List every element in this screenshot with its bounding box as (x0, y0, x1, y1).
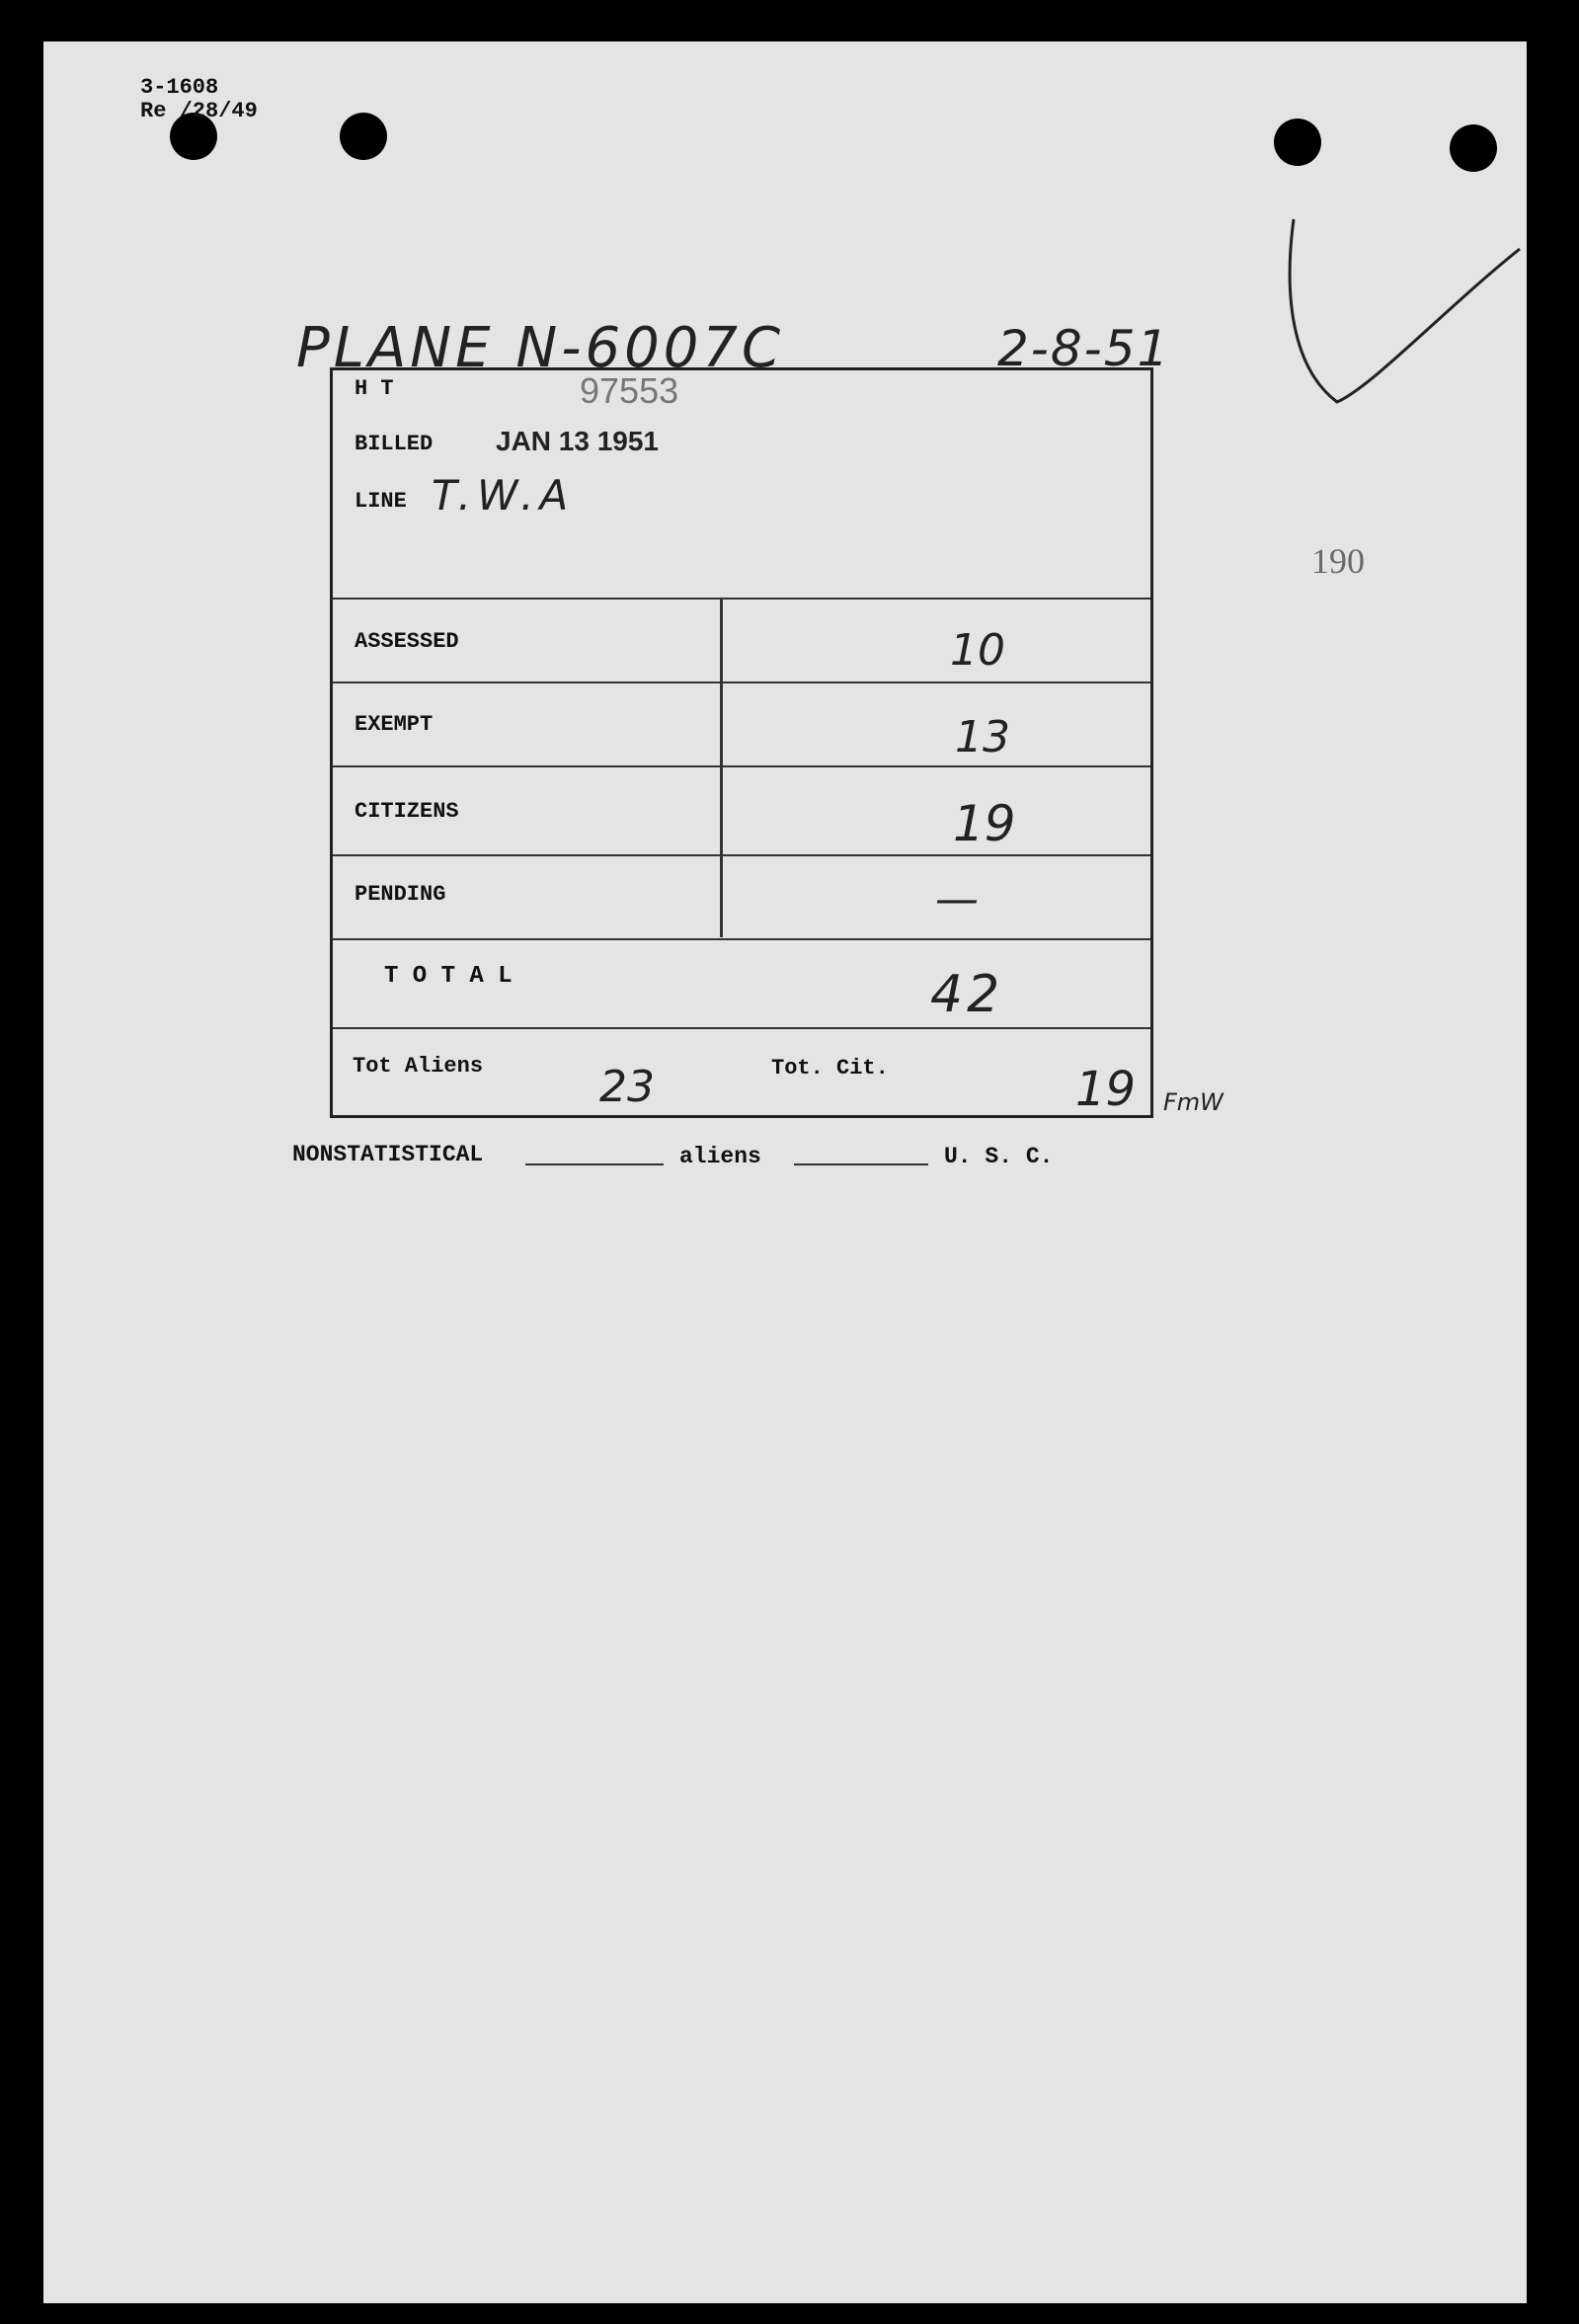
rule-total (333, 1027, 1150, 1029)
row-label-citizens: CITIZENS (355, 799, 459, 824)
tot-aliens-value: 23 (599, 1062, 655, 1112)
ht-number-stamp: 97553 (580, 370, 679, 411)
handwritten-plane-number: PLANE N-6007C (296, 316, 785, 380)
handwritten-date: 2-8-51 (997, 320, 1171, 377)
margin-page-number: 190 (1311, 541, 1365, 581)
form-number: 3-1608 (140, 75, 219, 100)
punch-hole-4 (1450, 124, 1497, 172)
usc-label: U. S. C. (944, 1144, 1054, 1169)
nonstatistical-label: NONSTATISTICAL (292, 1142, 484, 1167)
manifest-form (330, 367, 1153, 1118)
billed-date-stamp: JAN 13 1951 (496, 426, 660, 456)
handwritten-airline: T.W.A (432, 471, 575, 520)
row-label-assessed: ASSESSED (355, 629, 459, 654)
tot-cit-value: 19 (1075, 1062, 1137, 1117)
rule-exempt (333, 765, 1150, 767)
rule-assessed (333, 681, 1150, 683)
billed-label: BILLED (355, 432, 434, 456)
document-page (43, 41, 1527, 2303)
row-value-pending: — (935, 874, 979, 924)
aliens-label: aliens (679, 1144, 761, 1169)
punch-hole-2 (340, 113, 387, 160)
column-divider (720, 600, 723, 937)
check-mark (1278, 200, 1527, 427)
rule-top-section (333, 598, 1150, 600)
rule-citizens (333, 854, 1150, 856)
row-value-citizens: 19 (953, 795, 1016, 852)
row-label-pending: PENDING (355, 882, 446, 907)
row-value-exempt: 13 (955, 712, 1010, 762)
ht-label: H T (355, 376, 394, 401)
aliens-blank (794, 1163, 928, 1165)
punch-hole-3 (1274, 119, 1321, 166)
total-value: 42 (930, 965, 1004, 1024)
handwritten-initials: FmW (1163, 1088, 1224, 1116)
form-revision: Re /28/49 (140, 99, 258, 123)
nonstatistical-blank (525, 1163, 664, 1165)
line-label: LINE (355, 489, 407, 514)
total-label: T O T A L (384, 963, 513, 990)
row-value-assessed: 10 (950, 625, 1005, 676)
rule-pending (333, 938, 1150, 940)
tot-aliens-label: Tot Aliens (353, 1054, 484, 1079)
row-label-exempt: EXEMPT (355, 712, 434, 737)
tot-cit-label: Tot. Cit. (771, 1056, 889, 1081)
